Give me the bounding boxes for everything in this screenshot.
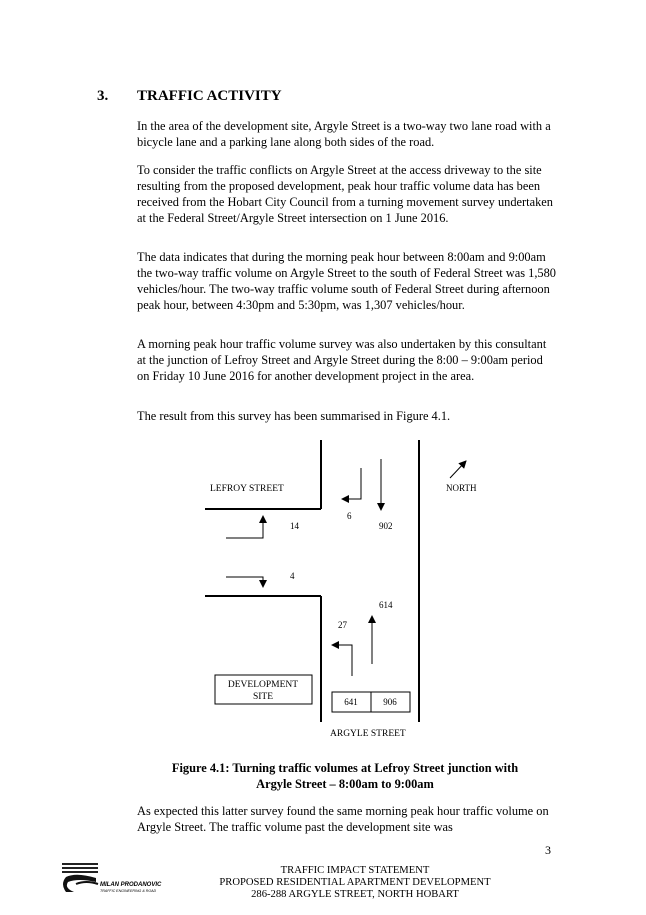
figure-caption-line2: Argyle Street – 8:00am to 9:00am xyxy=(256,777,434,791)
figure-caption xyxy=(150,760,540,792)
figure-caption-line1: Figure 4.1: Turning traffic volumes at Lefroy Street junction with xyxy=(171,761,519,775)
paragraph-lefroy-survey: A morning peak hour traffic volume survey was also undertaken by this consultant at the junction of Lefroy Street and Argyle Street during the 8:00 – 9:00am period on Friday 10 June 2016 for another development project in the area. xyxy=(137,337,547,383)
paragraph-traffic-conflicts: To consider the traffic conflicts on Argyle Street at the access driveway to the site resulting from the proposed development, peak hour traffic volume data has been received from the Hobart City Council from a turning movement survey undertaken at the Federal Street/Argyle Street intersection on 1 June 2016. xyxy=(137,163,553,225)
northbound-through-volume: 614 xyxy=(379,600,393,610)
total-southbound-volume: 906 xyxy=(383,697,397,707)
logo-name: MILAN PRODANOVIC xyxy=(100,882,162,888)
north-arrow-icon xyxy=(450,461,466,478)
lefroy-right-out-volume: 4 xyxy=(290,571,295,581)
page-footer xyxy=(200,865,510,901)
logo-tagline: TRAFFIC ENGINEERING & ROAD xyxy=(100,889,157,893)
argyle-street-label: ARGYLE STREET xyxy=(330,729,406,739)
north-left-in-volume: 27 xyxy=(338,620,347,630)
paragraph-road-description: In the area of the development site, Argyle Street is a two-way two lane road with a bicycle lane and a parking lane along both sides of the road. xyxy=(137,119,551,149)
lefroy-left-out-volume: 14 xyxy=(290,521,299,531)
lefroy-right-out-arrow-icon xyxy=(226,577,263,587)
milan-prodanovic-logo xyxy=(62,860,162,898)
footer-line3: 286-288 ARGYLE STREET, NORTH HOBART xyxy=(251,889,459,900)
footer-line2: PROPOSED RESIDENTIAL APARTMENT DEVELOPMENT xyxy=(219,877,491,888)
footer-line1: TRAFFIC IMPACT STATEMENT xyxy=(280,865,430,876)
southbound-left-turn-arrow-icon xyxy=(342,468,361,499)
north-label: NORTH xyxy=(446,483,477,493)
southbound-through-volume: 902 xyxy=(379,521,393,531)
lefroy-left-out-arrow-icon xyxy=(226,516,263,538)
northbound-left-turn-arrow-icon xyxy=(332,645,352,676)
development-site-label-line1: DEVELOPMENT xyxy=(227,680,299,690)
paragraph-after-figure: As expected this latter survey found the same morning peak hour traffic volume on Argyle Street. The traffic volume past the development site was xyxy=(137,804,549,834)
total-northbound-volume: 641 xyxy=(344,697,358,707)
section-number: 3. xyxy=(97,88,109,104)
lefroy-street-label: LEFROY STREET xyxy=(210,484,284,494)
development-site-label-line2: SITE xyxy=(252,692,274,702)
page-number: 3 xyxy=(545,843,551,857)
paragraph-result-summary: The result from this survey has been summarised in Figure 4.1. xyxy=(137,409,451,423)
south-left-turn-volume: 6 xyxy=(347,511,352,521)
section-title: TRAFFIC ACTIVITY xyxy=(137,88,282,104)
paragraph-peak-data: The data indicates that during the morning peak hour between 8:00am and 9:00am the two-way traffic volume on Argyle Street to the south of Federal Street was 1,580 vehicles/hour. The two-way traffic volume south of Federal Street during afternoon peak hour, between 4:30pm and 5:30pm, was 1,307 vehicles/hour. xyxy=(137,250,557,312)
